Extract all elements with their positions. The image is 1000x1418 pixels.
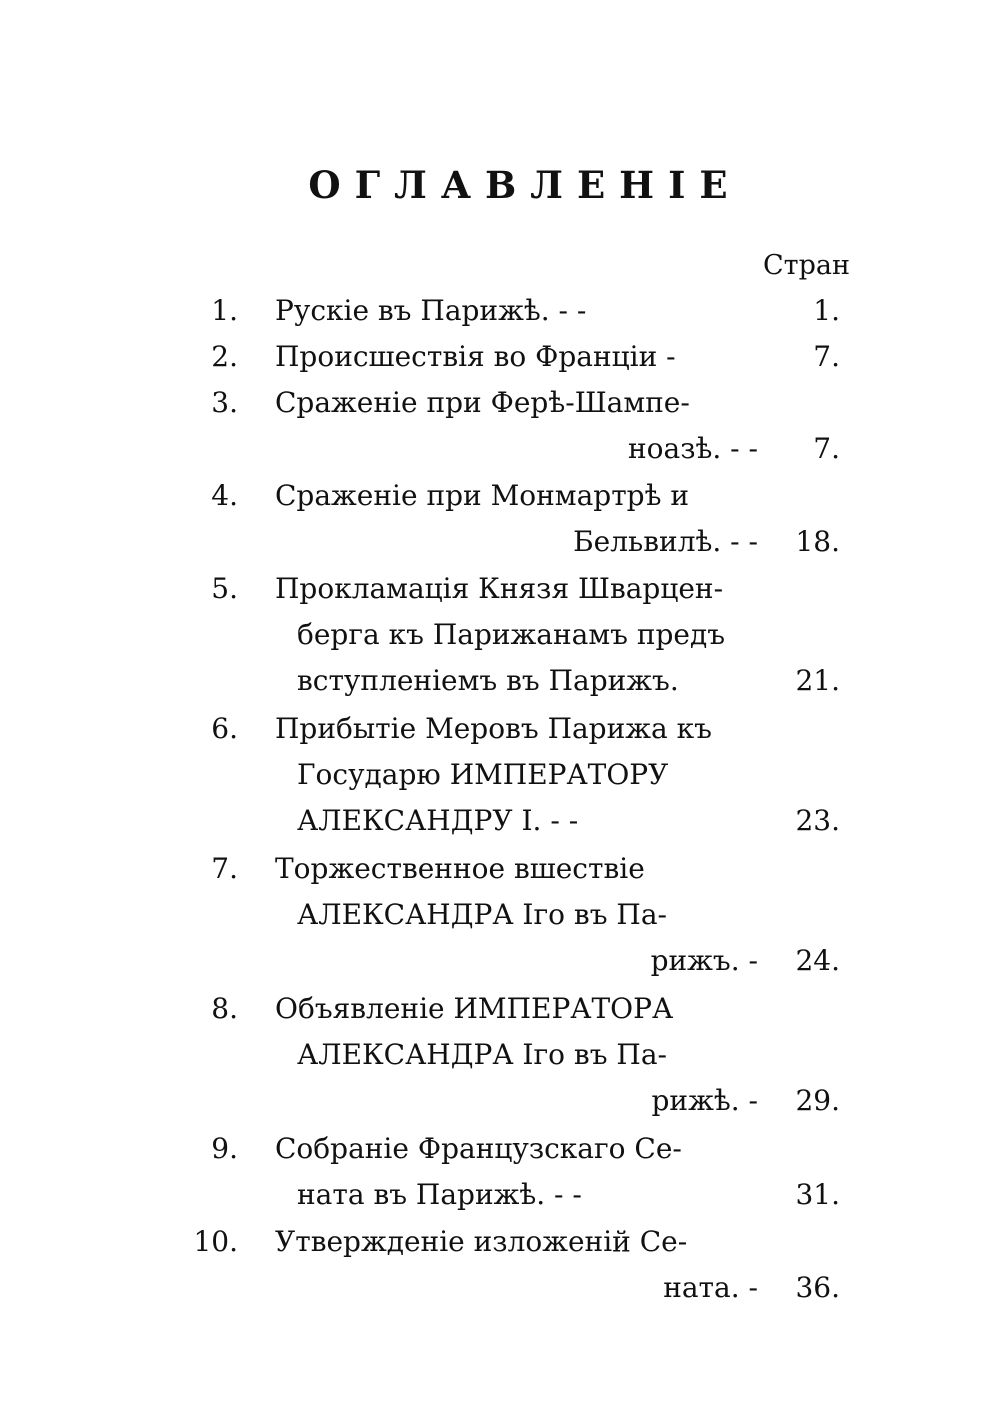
entry-text: Собраніе Французскаго Се-: [275, 1132, 682, 1165]
entry-text: рижѣ. -: [651, 1084, 758, 1117]
page-title: ОГЛАВЛЕНІЕ: [308, 163, 742, 207]
entry-text: Сраженіе при Ферѣ-Шампе-: [275, 386, 690, 419]
entry-text: АЛЕКСАНДРА Iго въ Па-: [297, 1038, 667, 1071]
entry-text: Объявленіе ИМПЕРАТОРА: [275, 992, 674, 1025]
entry-number: 9.: [211, 1132, 238, 1165]
entry-number: 5.: [211, 572, 238, 605]
entry-page: 21.: [795, 664, 840, 697]
entry-text: ноазѣ. - -: [628, 432, 758, 465]
entry-page: 18.: [795, 525, 840, 558]
entry-text: берга къ Парижанамъ предъ: [297, 618, 726, 651]
entry-number: 1.: [211, 294, 238, 327]
entry-page: 31.: [795, 1178, 840, 1211]
entry-text: рижъ. -: [650, 944, 758, 977]
entry-number: 8.: [211, 992, 238, 1025]
entry-text: вступленіемъ въ Парижъ.: [297, 664, 679, 697]
entry-text: Прокламація Князя Шварцен-: [275, 572, 724, 605]
entry-text: Государю ИМПЕРАТОРУ: [297, 758, 669, 791]
entry-text: Прибытіе Меровъ Парижа къ: [275, 712, 712, 745]
entry-text: ната. -: [663, 1271, 758, 1304]
entry-number: 4.: [211, 479, 238, 512]
entry-page: 7.: [813, 432, 840, 465]
entry-page: 1.: [813, 294, 840, 327]
entry-number: 3.: [211, 386, 238, 419]
entry-number: 2.: [211, 340, 238, 373]
entry-number: 7.: [211, 852, 238, 885]
entry-text: АЛЕКСАНДРА Iго въ Па-: [297, 898, 667, 931]
entry-text: Утвержденіе изложеній Се-: [275, 1225, 688, 1258]
entry-text: АЛЕКСАНДРУ I. - -: [297, 804, 579, 837]
entry-text: Торжественное вшествіе: [275, 852, 645, 885]
entry-page: 29.: [795, 1084, 840, 1117]
entry-text: ната въ Парижѣ. - -: [297, 1178, 582, 1211]
entry-number: 6.: [211, 712, 238, 745]
page-column-header: Стран: [763, 250, 850, 281]
entry-text: Происшествія во Франціи -: [275, 340, 676, 373]
entry-page: 36.: [795, 1271, 840, 1304]
entry-page: 7.: [813, 340, 840, 373]
entry-page: 23.: [795, 804, 840, 837]
entry-text: Рускіе въ Парижѣ. - -: [275, 294, 587, 327]
entry-text: Бельвилѣ. - -: [573, 525, 758, 558]
entry-number: 10.: [193, 1225, 238, 1258]
entry-text: Сраженіе при Монмартрѣ и: [275, 479, 690, 512]
entry-page: 24.: [795, 944, 840, 977]
